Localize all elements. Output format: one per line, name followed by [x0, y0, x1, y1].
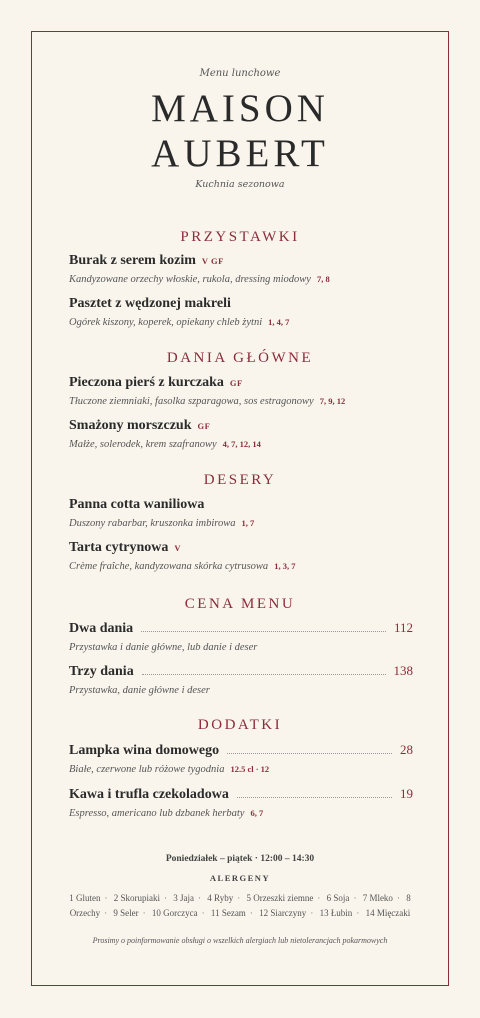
item-name: Kawa i trufla czekoladowa: [69, 787, 229, 802]
separator-dot: ·: [142, 908, 146, 918]
allergen-entry: 11 Sezam: [210, 908, 246, 918]
allergen-entry: 8 Orzechy: [69, 893, 411, 918]
diet-tag: V GF: [201, 256, 224, 266]
menu-item: [69, 418, 413, 450]
price-item: [69, 786, 413, 819]
menu-subtitle: Menu lunchowe: [199, 68, 281, 79]
item-description: Przystawka, danie główne i deser: [69, 685, 210, 696]
price-item: [69, 663, 413, 696]
section-title-starters: PRZYSTAWKI: [180, 229, 300, 245]
dot-leader: [237, 797, 392, 798]
allergens-list: [60, 891, 420, 921]
diet-tag: GF: [229, 378, 243, 388]
menu-item: [69, 375, 413, 407]
dot-leader: [227, 753, 392, 754]
allergen-entry: 3 Jaja: [173, 893, 195, 903]
allergen-codes: 1, 4, 7: [268, 317, 290, 327]
separator-dot: ·: [198, 893, 202, 903]
allergen-entry: 7 Mleko: [362, 893, 393, 903]
price-item: [69, 620, 413, 653]
item-name: Smażony morszczuk: [69, 418, 192, 433]
menu-item: [69, 253, 413, 285]
item-description: Przystawka i danie główne, lub danie i deser: [69, 642, 258, 653]
separator-dot: ·: [104, 893, 108, 903]
allergen-codes: 1, 3, 7: [274, 561, 296, 571]
opening-hours: Poniedziałek – piątek · 12:00 – 14:30: [165, 854, 315, 864]
item-description: Małże, solerodek, krem szafranowy: [69, 439, 217, 450]
item-description: Tłuczone ziemniaki, fasolka szparagowa, sos estragonowy: [69, 396, 314, 407]
separator-dot: ·: [249, 908, 253, 918]
separator-dot: ·: [237, 893, 241, 903]
allergen-codes: 1, 7: [241, 518, 255, 528]
allergen-entry: 2 Skorupiaki: [113, 893, 161, 903]
item-name: Tarta cytrynowa: [69, 540, 169, 555]
allergen-entry: 5 Orzeszki ziemne: [246, 893, 314, 903]
item-description: Kandyzowane orzechy włoskie, rukola, dressing miodowy: [69, 274, 311, 285]
item-name: Dwa dania: [69, 621, 134, 636]
allergen-codes: 6, 7: [250, 808, 264, 818]
separator-dot: ·: [353, 893, 357, 903]
separator-dot: ·: [201, 908, 205, 918]
allergen-entry: 1 Gluten: [69, 893, 101, 903]
item-name: Lampka wina domowego: [69, 743, 220, 758]
item-price: 112: [393, 620, 413, 635]
allergen-entry: 4 Ryby: [207, 893, 234, 903]
allergen-codes: 7, 9, 12: [319, 396, 346, 406]
allergen-entry: 6 Soja: [326, 893, 350, 903]
item-name: Panna cotta waniliowa: [69, 497, 205, 512]
allergen-entry: 10 Gorczyca: [151, 908, 198, 918]
section-title-desserts: DESERY: [203, 472, 277, 488]
allergen-entry: 14 Mięczaki: [365, 908, 411, 918]
allergen-codes: 12.5 cl · 12: [230, 764, 270, 774]
separator-dot: ·: [356, 908, 360, 918]
item-description: Crème fraîche, kandyzowana skórka cytrusowa: [69, 561, 269, 572]
dot-leader: [142, 674, 386, 675]
menu-item: [69, 497, 413, 529]
restaurant-name-line2: AUBERT: [151, 132, 329, 175]
item-description: Espresso, americano lub dzbanek herbaty: [69, 808, 245, 819]
item-description: Białe, czerwone lub różowe tygodnia: [69, 764, 225, 775]
restaurant-name: [0, 86, 480, 176]
item-name: Trzy dania: [69, 664, 134, 679]
allergens-title: ALERGENY: [209, 873, 271, 883]
dot-leader: [141, 631, 386, 632]
item-name: Pasztet z wędzonej makreli: [69, 296, 231, 311]
item-price: 19: [400, 786, 413, 801]
allergen-entry: 9 Seler: [113, 908, 139, 918]
item-price: 28: [400, 742, 413, 757]
separator-dot: ·: [164, 893, 168, 903]
separator-dot: ·: [396, 893, 400, 903]
section-title-price-menu: CENA MENU: [184, 596, 296, 612]
restaurant-name-line1: MAISON: [151, 87, 329, 130]
separator-dot: ·: [310, 908, 314, 918]
allergen-codes: 7, 8: [316, 274, 330, 284]
tagline: Kuchnia sezonowa: [195, 179, 285, 190]
item-name: Burak z serem kozim: [69, 253, 196, 268]
allergen-entry: 12 Siarczyny: [259, 908, 307, 918]
item-price: 138: [393, 663, 413, 678]
menu-item: [69, 540, 413, 572]
allergen-codes: 4, 7, 12, 14: [222, 439, 261, 449]
allergen-entry: 13 Łubin: [319, 908, 353, 918]
item-description: Duszony rabarbar, kruszonka imbirowa: [69, 518, 236, 529]
section-title-mains: DANIA GŁÓWNE: [166, 350, 314, 366]
diet-tag: GF: [197, 421, 211, 431]
separator-dot: ·: [317, 893, 321, 903]
allergy-notice: Prosimy o poinformowanie obsługi o wszelkich alergiach lub nietolerancjach pokarmowych: [92, 936, 388, 945]
item-description: Ogórek kiszony, koperek, opiekany chleb żytni: [69, 317, 263, 328]
item-name: Pieczona pierś z kurczaka: [69, 375, 224, 390]
diet-tag: V: [174, 543, 182, 553]
menu-item: [69, 296, 413, 328]
price-item: [69, 742, 413, 775]
section-title-extras: DODATKI: [197, 717, 283, 733]
separator-dot: ·: [104, 908, 108, 918]
